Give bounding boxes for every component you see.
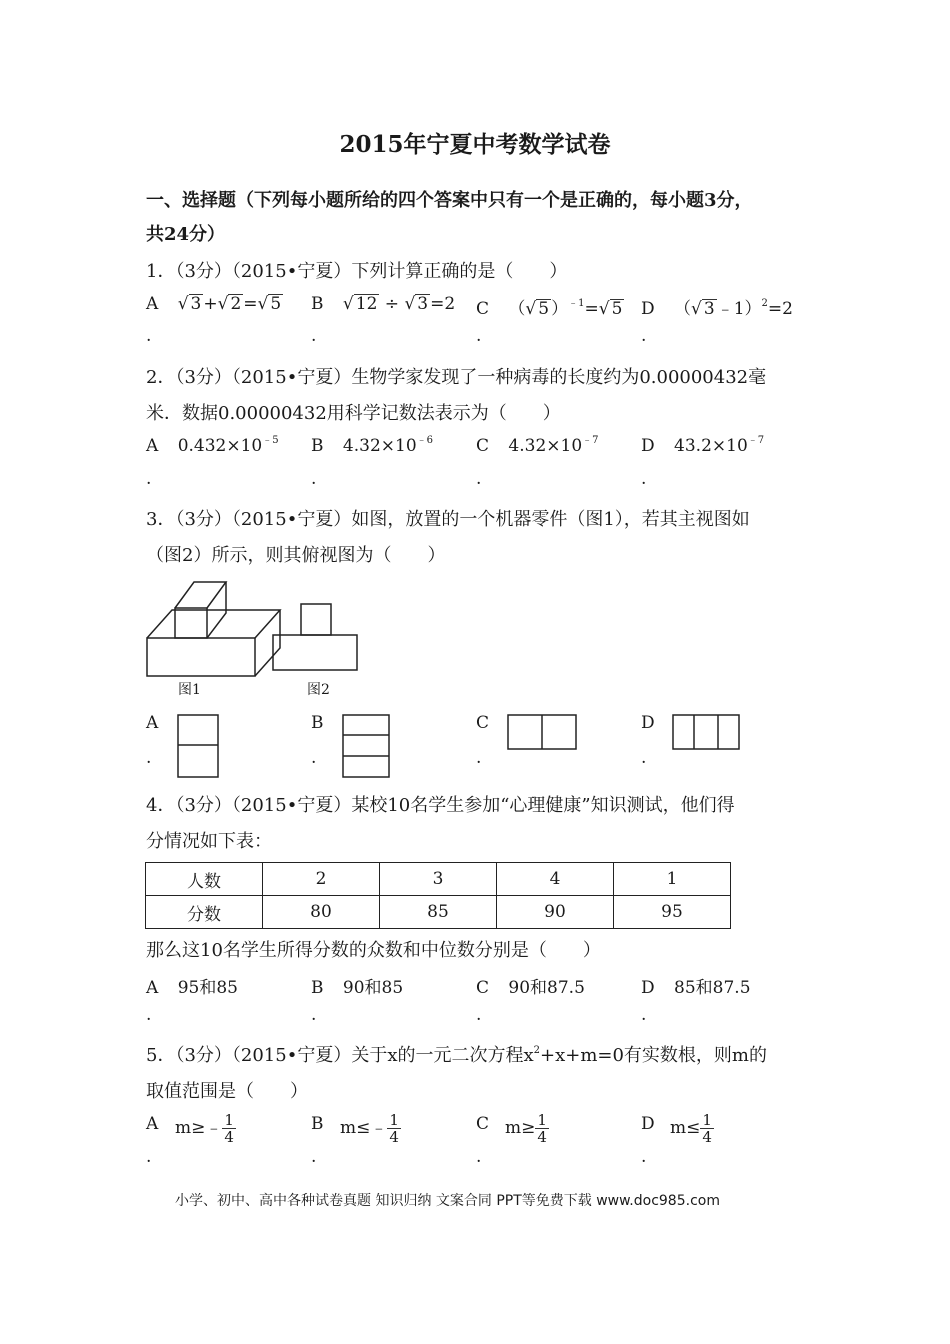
option-label: B [311,294,324,314]
q4-option-b[interactable] [311,973,403,998]
table-cell: 1 [614,863,731,896]
exponent: ﹣7 [747,435,765,446]
radicand: 5 [270,294,282,314]
operator: + [203,294,218,314]
exponent: 2 [761,298,768,309]
q1-option-c[interactable]: C （√ 5 ）$^{﹣1}$=√ 5 [476,298,623,319]
paren: （ [674,299,692,319]
numerator: 1 [224,1111,234,1129]
figure-1-machine-part [140,575,270,685]
fraction [535,1112,549,1145]
exponent: ﹣6 [416,435,434,446]
q5-stem-line2: 取值范围是（ ） [146,1081,308,1102]
radicand: 2 [230,294,242,314]
option-value: 4.32×10 [508,436,583,456]
figure-2-label: 图2 [307,682,330,698]
q5-option-b[interactable] [340,1112,401,1145]
option-dot: . [146,1147,152,1167]
q5-option-b-label[interactable]: B [311,1114,324,1134]
denominator: 4 [389,1128,399,1146]
option-dot: . [311,326,317,346]
stem-text: 5．（3分）（2015•宁夏）关于x的一元二次方程x [146,1045,534,1066]
table-cell: 80 [263,896,380,929]
option-label: C [476,978,490,998]
operator: =2 [767,299,793,319]
exponent: ﹣5 [262,435,279,446]
numerator: 1 [537,1111,547,1129]
denominator: 4 [702,1128,712,1146]
table-cell: 85 [380,896,497,929]
radicand: 3 [190,294,202,314]
option-label: C [476,299,490,319]
figure-1-label: 图1 [178,682,201,698]
q4-option-c[interactable] [476,973,585,998]
radicand: 5 [538,299,550,319]
operator: ÷ [384,294,400,314]
q4-stem-line3: 那么这10名学生所得分数的众数和中位数分别是（ ） [146,940,601,961]
q3-stem-line2: （图2）所示，则其俯视图为（ ） [146,545,446,566]
q3-option-b[interactable]: B [311,713,324,733]
q5-option-c-label[interactable]: C [476,1114,490,1134]
option-value: 85和87.5 [674,978,751,998]
q5-stem-line1 [146,1041,767,1067]
q4-option-a[interactable] [146,973,238,998]
stem-text: +x+m=0有实数根，则m的 [540,1045,768,1066]
radicand: 12 [355,294,378,314]
operator: =2 [430,294,456,314]
expression: ﹣1） [716,299,762,319]
operator: = [243,294,258,314]
denominator: 4 [224,1128,234,1146]
fraction [700,1112,714,1145]
option-dot: . [476,1147,482,1167]
q3-option-d-figure [672,714,740,750]
table-cell: 人数 [146,863,263,896]
option-label: A [146,436,159,456]
option-dot: . [311,469,317,489]
table-cell: 95 [614,896,731,929]
option-dot: . [641,1147,647,1167]
table-row [146,863,731,896]
option-label: C [476,436,490,456]
q3-stem-line1: 3．（3分）（2015•宁夏）如图，放置的一个机器零件（图1），若其主视图如 [146,509,750,530]
denominator: 4 [537,1128,547,1146]
q4-stem-line1: 4．（3分）（2015•宁夏）某校10名学生参加“心理健康”知识测试，他们得 [146,795,735,816]
table-cell: 2 [263,863,380,896]
option-dot: . [311,748,317,768]
q5-option-a-label[interactable]: A [146,1114,159,1134]
option-dot: . [476,469,482,489]
q2-option-c[interactable] [476,436,599,456]
option-label: D [641,436,655,456]
option-dot: . [311,1005,317,1025]
q5-option-c[interactable] [505,1112,549,1145]
section-heading-line1: 一、选择题（下列每小题所给的四个答案中只有一个是正确的，每小题3分， [146,190,753,211]
exponent: ﹣1 [568,298,585,309]
option-label: A [146,294,159,314]
option-dot: . [476,1005,482,1025]
radicand: 3 [703,299,715,319]
table-cell: 分数 [146,896,263,929]
section-heading-line2: 共24分） [146,224,226,245]
radicand: 5 [611,299,623,319]
q4-option-d[interactable] [641,973,751,998]
q2-option-b[interactable] [311,436,433,456]
fraction [222,1112,236,1145]
q1-stem: 1．（3分）（2015•宁夏）下列计算正确的是（ ） [146,261,568,282]
exponent: ﹣7 [582,435,599,446]
table-cell: 3 [380,863,497,896]
fraction [387,1112,401,1145]
figure-2-front-view [272,603,358,671]
option-label: B [311,436,324,456]
q3-option-d[interactable]: D [641,713,655,733]
page-title: 2015年宁夏中考数学试卷 [339,131,611,158]
option-dot: . [146,1005,152,1025]
table-cell: 90 [497,896,614,929]
numerator: 1 [389,1111,399,1129]
paren: （ [508,299,526,319]
relation: m≤ [670,1118,701,1138]
option-dot: . [476,748,482,768]
q3-option-a-figure [177,714,219,778]
option-label: D [641,299,655,319]
option-label: D [641,978,655,998]
option-dot: . [641,1005,647,1025]
q5-option-d-label[interactable]: D [641,1114,655,1134]
option-dot: . [476,326,482,346]
q3-option-c-figure [507,714,577,750]
q4-stem-line2: 分情况如下表： [146,831,272,852]
option-dot: . [641,748,647,768]
option-dot: . [311,1147,317,1167]
q3-option-b-figure [342,714,390,778]
operator: = [584,299,599,319]
option-dot: . [641,469,647,489]
option-value: 0.432×10 [177,436,263,456]
relation: m≥ [505,1118,536,1138]
table-cell: 4 [497,863,614,896]
option-value: 43.2×10 [674,436,748,456]
q1-option-a[interactable]: A √ 3 +√ 2 =√ 5 [146,294,282,314]
q2-option-d[interactable] [641,436,764,456]
option-label: A [146,978,159,998]
q2-option-a[interactable] [146,436,279,456]
sign: ﹣ [205,1118,223,1138]
page-footer: 小学、初中、高中各种试卷真题 知识归纳 文案合同 PPT等免费下载 www.doc985.com [175,1193,720,1209]
q3-option-c[interactable]: C [476,713,490,733]
paren: ） [551,299,569,319]
score-table [145,862,731,929]
radicand: 3 [417,294,429,314]
q5-option-d[interactable] [670,1112,714,1145]
option-dot: . [641,326,647,346]
option-dot: . [146,326,152,346]
q2-stem-line2: 米．数据0.00000432用科学记数法表示为（ ） [146,403,561,424]
q2-stem-line1: 2．（3分）（2015•宁夏）生物学家发现了一种病毒的长度约为0.00000432毫 [146,367,767,388]
q5-option-a[interactable] [175,1112,236,1145]
table-row [146,896,731,929]
option-label: B [311,978,324,998]
option-value: 95和85 [177,978,238,998]
option-value: 90和85 [342,978,404,998]
q1-option-d[interactable]: D （√ 3 ﹣1）$^2$=2 [641,298,793,319]
relation: m≥ [175,1118,206,1138]
sign: ﹣ [370,1118,388,1138]
option-value: 90和87.5 [508,978,585,998]
option-dot: . [146,469,152,489]
q3-option-a[interactable]: A [146,713,159,733]
exponent: 2 [533,1045,541,1056]
option-dot: . [146,748,152,768]
q1-option-b[interactable]: B √ 12 ÷ √ 3 =2 [311,294,456,314]
option-value: 4.32×10 [342,436,417,456]
numerator: 1 [702,1111,712,1129]
relation: m≤ [340,1118,371,1138]
